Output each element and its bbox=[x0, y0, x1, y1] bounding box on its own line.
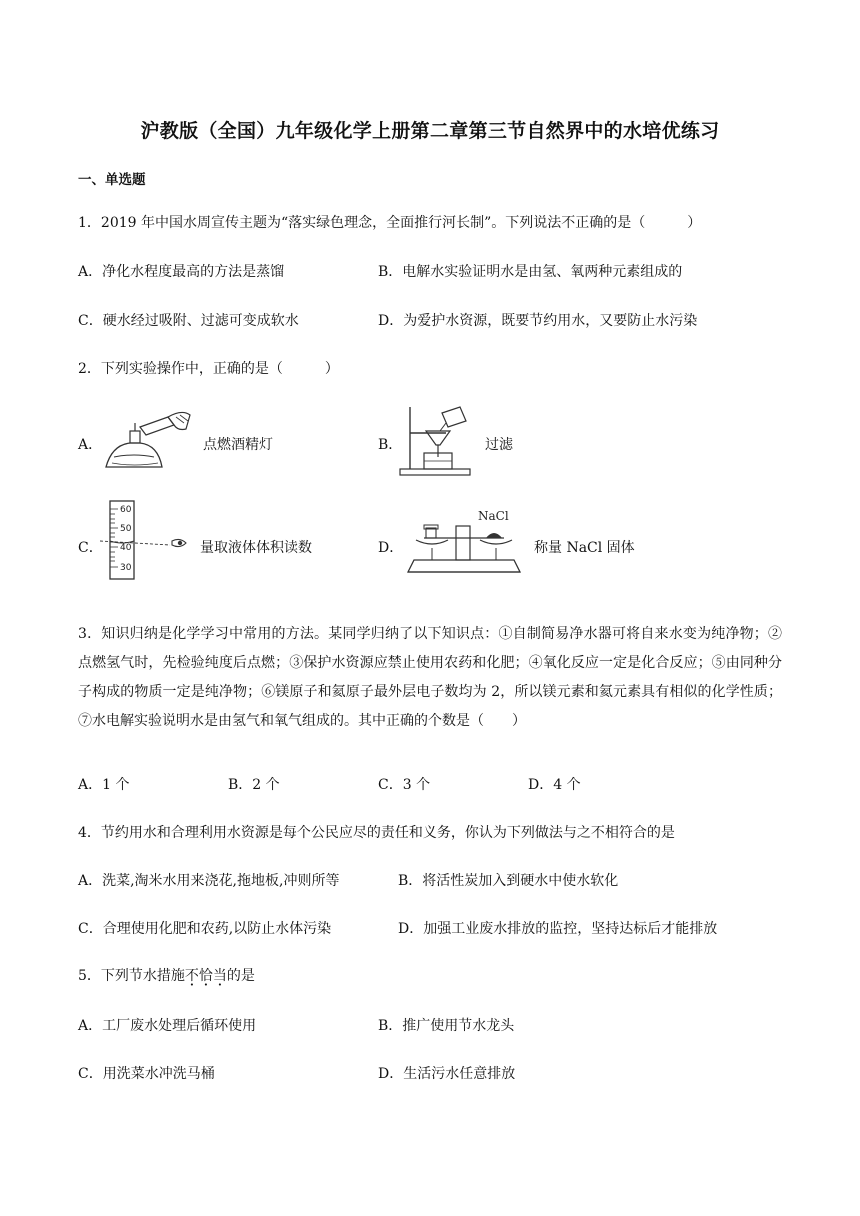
q2-option-b-text: 过滤 bbox=[485, 437, 513, 453]
q5-stem-emphasis bbox=[185, 968, 227, 984]
q1-stem: 1．2019 年中国水周宣传主题为“落实绿色理念，全面推行河长制”。下列说法不正确的是（ ） bbox=[78, 215, 702, 231]
q5-stem-suffix: 的是 bbox=[226, 968, 255, 984]
q5-stem bbox=[78, 965, 255, 985]
q4-option-c[interactable]: C．合理使用化肥和农药,以防止水体污染 bbox=[78, 921, 332, 937]
q2-stem: 2．下列实验操作中，正确的是（ ） bbox=[78, 361, 339, 377]
section-heading: 一、单选题 bbox=[78, 172, 146, 188]
q3-option-d[interactable]: D．4 个 bbox=[528, 777, 581, 793]
tick-50: 50 bbox=[120, 524, 132, 534]
q2-option-b-label[interactable]: B． bbox=[378, 437, 403, 453]
q3-stem: 3．知识归纳是化学学习中常用的方法。某同学归纳了以下知识点：①自制简易净水器可将自来水变为纯净物；②点燃氢气时，先检验纯度后点燃；③保护水资源应禁止使用农药和化肥；④氧化反应一定是化合反应；⑤由同种分子构成的物质一定是纯净物；⑥镁原子和氦原子最外层电子数均为 2，所以镁元素和氦元素具有相似的化学性质；⑦水电解实验说明水是由氢气和氧气组成的。其中正确的个数是（ ） bbox=[78, 626, 782, 729]
q2-option-d-label[interactable]: D． bbox=[378, 540, 404, 556]
nacl-label: NaCl bbox=[478, 509, 509, 523]
q5-emphasis-char: 当 bbox=[212, 968, 227, 984]
q4-option-a[interactable]: A．洗菜,淘米水用来浇花,拖地板,冲则所等 bbox=[78, 873, 340, 889]
q5-emphasis-char: 恰 bbox=[198, 968, 213, 984]
q3-option-b[interactable]: B．2 个 bbox=[228, 777, 280, 793]
q5-emphasis-char: 不 bbox=[184, 968, 199, 984]
q5-option-b[interactable]: B．推广使用节水龙头 bbox=[378, 1018, 515, 1034]
q5-option-d[interactable]: D．生活污水任意排放 bbox=[378, 1066, 516, 1082]
q2-option-c-label[interactable]: C． bbox=[78, 540, 103, 556]
filtration-figure bbox=[398, 403, 478, 477]
q2-option-a-text: 点燃酒精灯 bbox=[203, 437, 273, 453]
q3-option-c[interactable]: C．3 个 bbox=[378, 777, 431, 793]
q4-stem: 4．节约用水和合理利用水资源是每个公民应尽的责任和义务，你认为下列做法与之不相符合的是 bbox=[78, 825, 675, 841]
tick-40: 40 bbox=[120, 543, 132, 553]
balance-figure bbox=[404, 504, 524, 578]
q2-option-d-text: 称量 NaCl 固体 bbox=[534, 540, 635, 556]
tick-60: 60 bbox=[120, 505, 132, 515]
q1-option-b[interactable]: B．电解水实验证明水是由氢、氧两种元素组成的 bbox=[378, 264, 683, 280]
q2-option-c-text: 量取液体体积读数 bbox=[200, 540, 312, 556]
graduated-cylinder-figure bbox=[100, 499, 190, 581]
q5-stem-prefix: 5．下列节水措施 bbox=[78, 968, 185, 984]
q4-option-b[interactable]: B．将活性炭加入到硬水中使水软化 bbox=[398, 873, 619, 889]
q5-option-c[interactable]: C．用洗菜水冲洗马桶 bbox=[78, 1066, 215, 1082]
q2-option-a-label[interactable]: A． bbox=[78, 437, 103, 453]
q3-option-a[interactable]: A．1 个 bbox=[78, 777, 130, 793]
q5-option-a[interactable]: A．工厂废水处理后循环使用 bbox=[78, 1018, 257, 1034]
alcohol-lamp-figure bbox=[100, 405, 195, 475]
q1-option-d[interactable]: D．为爱护水资源，既要节约用水，又要防止水污染 bbox=[378, 313, 698, 329]
q1-option-c[interactable]: C．硬水经过吸附、过滤可变成软水 bbox=[78, 313, 299, 329]
page-title: 沪教版（全国）九年级化学上册第二章第三节自然界中的水培优练习 bbox=[140, 120, 720, 142]
q1-option-a[interactable]: A．净化水程度最高的方法是蒸馏 bbox=[78, 264, 285, 280]
tick-30: 30 bbox=[120, 563, 132, 573]
q4-option-d[interactable]: D．加强工业废水排放的监控，坚持达标后才能排放 bbox=[398, 921, 718, 937]
